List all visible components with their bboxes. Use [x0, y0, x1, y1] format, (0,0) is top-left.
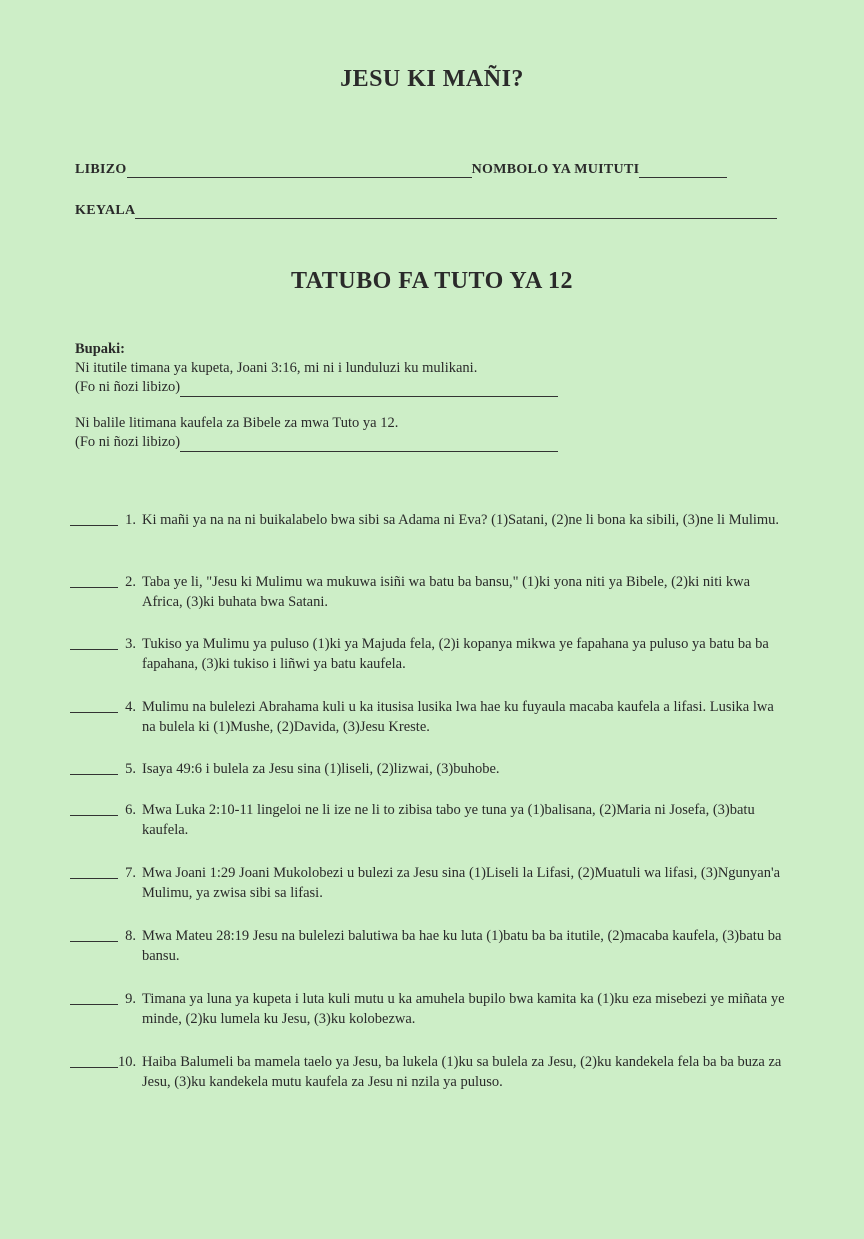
- question-text: Mwa Mateu 28:19 Jesu na bulelezi balutiwa ba hae ku luta (1)batu ba ba itutile, (2)macaba kaufela, (3)batu ba bansu.: [142, 928, 782, 964]
- answer-blank[interactable]: [70, 863, 118, 879]
- question-text: Isaya 49:6 i bulela za Jesu sina (1)liseli, (2)lizwai, (3)buhobe.: [142, 761, 500, 777]
- question-text: Mwa Luka 2:10-11 lingeloi ne li ize ne li to zibisa tabo ye tuna ya (1)balisana, (2)Maria ni Josefa, (3)batu kaufela.: [142, 802, 755, 838]
- question-number: 9.: [125, 991, 136, 1007]
- question-text: Mwa Joani 1:29 Joani Mukolobezi u bulezi za Jesu sina (1)Liseli la Lifasi, (2)Muatuli wa lifasi, (3)Ngunyan'a Mulimu, ya zwisa sibi sa lifasi.: [142, 865, 781, 901]
- signature-row-2: [75, 433, 795, 452]
- answer-blank[interactable]: [70, 759, 118, 775]
- signature-label-1: (Fo ni ñozi libizo): [75, 379, 181, 395]
- answer-blank[interactable]: [70, 1052, 118, 1068]
- signature-blank-1[interactable]: [180, 382, 558, 397]
- question-text: Mulimu na bulelezi Abrahama kuli u ka itusisa lusika lwa hae ku fuyaula macaba kaufela a lifasi. Lusika lwa na bulela ki (1)Mushe, (2)Davida, (3)Jesu Kreste.: [142, 699, 774, 735]
- question-number: 8.: [125, 928, 136, 944]
- question-number: 3.: [125, 636, 136, 652]
- question-10: [70, 1052, 790, 1092]
- question-text: Timana ya luna ya kupeta i luta kuli mutu u ka amuhela bupilo bwa kamita ka (1)ku eza misebezi ye miñata ye minde, (2)ku lumela ku Jesu, (3)ku kolobezwa.: [142, 991, 785, 1027]
- address-blank[interactable]: [135, 204, 777, 219]
- question-text: Taba ye li, "Jesu ki Mulimu wa mukuwa isiñi wa batu ba bansu," (1)ki yona niti ya Bibele, (2)ki niti kwa Africa, (3)ki buhata bwa Satani.: [142, 574, 751, 610]
- question-4: [70, 697, 790, 737]
- question-1: [70, 510, 790, 530]
- answer-blank[interactable]: [70, 572, 118, 588]
- instruction-line-1: Ni itutile timana ya kupeta, Joani 3:16, mi ni i lunduluzi ku mulikani.: [75, 360, 478, 376]
- instruction-line-2: Ni balile litimana kaufela za Bibele za mwa Tuto ya 12.: [75, 415, 399, 431]
- page-title: JESU KI MAÑI?: [340, 66, 524, 92]
- instructions: [75, 340, 795, 452]
- student-number-blank[interactable]: [639, 163, 727, 178]
- answer-blank[interactable]: [70, 926, 118, 942]
- answer-blank[interactable]: [70, 510, 118, 526]
- student-number-label: NOMBOLO YA MUITUTI: [471, 162, 640, 177]
- question-8: [70, 926, 790, 966]
- signature-row-1: [75, 378, 795, 397]
- answer-blank[interactable]: [70, 989, 118, 1005]
- signature-blank-2[interactable]: [180, 437, 558, 452]
- question-5: [70, 759, 790, 779]
- question-text: Tukiso ya Mulimu ya puluso (1)ki ya Majuda fela, (2)i kopanya mikwa ye fapahana ya puluso ya batu ba ba fapahana, (3)ki tukiso i liñwi ya batu kaufela.: [142, 636, 769, 672]
- answer-blank[interactable]: [70, 634, 118, 650]
- question-number: 10.: [118, 1054, 137, 1070]
- name-blank[interactable]: [127, 163, 472, 178]
- question-2: [70, 572, 790, 612]
- answer-blank[interactable]: [70, 800, 118, 816]
- question-number: 1.: [125, 512, 136, 528]
- answer-blank[interactable]: [70, 697, 118, 713]
- question-6: [70, 800, 790, 840]
- address-label: KEYALA: [75, 203, 136, 218]
- signature-label-2: (Fo ni ñozi libizo): [75, 434, 181, 450]
- question-number: 7.: [125, 865, 136, 881]
- question-7: [70, 863, 790, 903]
- name-field-row: [75, 162, 727, 178]
- question-number: 2.: [125, 574, 136, 590]
- address-field-row: [75, 203, 777, 219]
- question-number: 4.: [125, 699, 136, 715]
- lesson-title: TATUBO FA TUTO YA 12: [290, 268, 574, 294]
- question-9: [70, 989, 790, 1029]
- question-3: [70, 634, 790, 674]
- name-label: LIBIZO: [75, 162, 127, 177]
- question-text: Ki mañi ya na na ni buikalabelo bwa sibi sa Adama ni Eva? (1)Satani, (2)ne li bona ka sibili, (3)ne li Mulimu.: [142, 512, 780, 528]
- question-number: 5.: [125, 761, 136, 777]
- question-number: 6.: [125, 802, 136, 818]
- instructions-heading: Bupaki:: [75, 341, 125, 357]
- question-text: Haiba Balumeli ba mamela taelo ya Jesu, ba lukela (1)ku sa bulela za Jesu, (2)ku kandekela fela ba ba buza za Jesu, (3)ku kandekela mutu kaufela za Jesu ni nzila ya puluso.: [142, 1054, 782, 1090]
